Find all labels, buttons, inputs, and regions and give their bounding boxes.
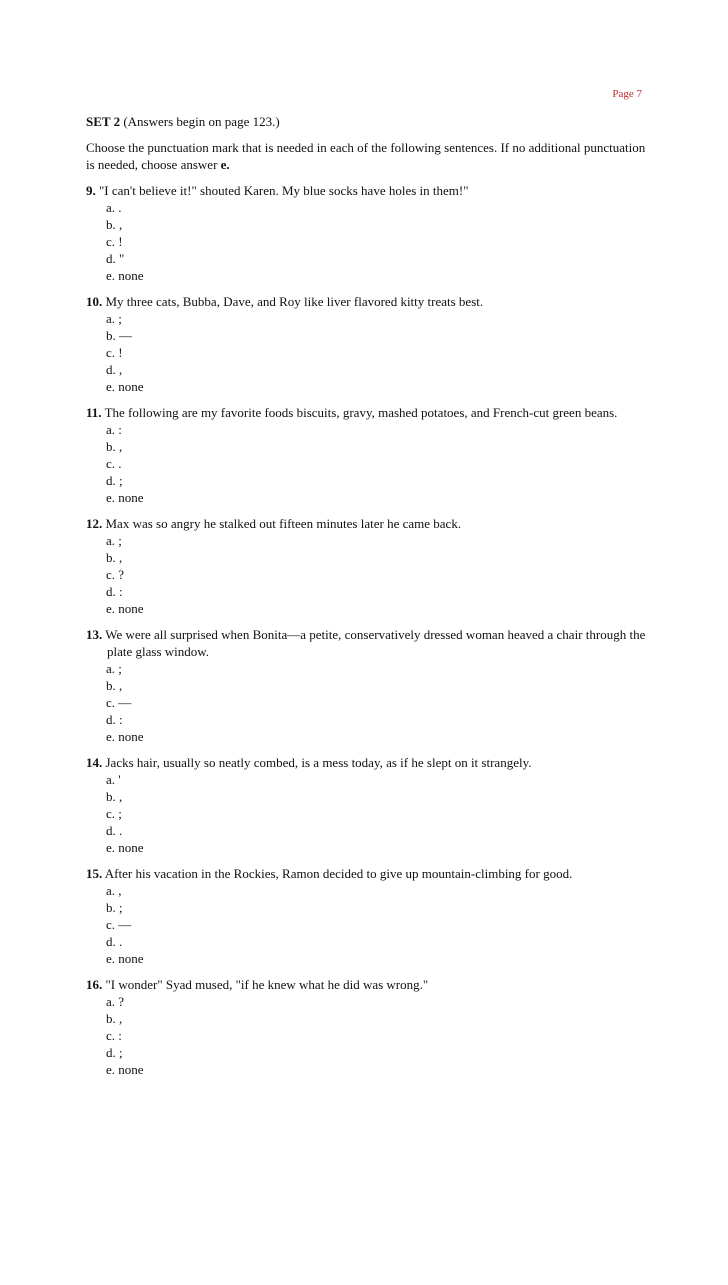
answer-option: d. , <box>106 362 123 377</box>
instructions <box>86 139 646 173</box>
answer-options <box>86 993 646 1078</box>
question-number: 10. <box>86 294 103 309</box>
answer-options <box>86 310 646 395</box>
answer-options <box>86 882 646 967</box>
answer-option: a. ' <box>106 772 121 787</box>
instructions-text: Choose the punctuation mark that is needed in each of the following sentences. If no additional punctuation is needed, choose answer <box>86 140 646 172</box>
answer-option: c. . <box>106 456 122 471</box>
answer-option: d. . <box>106 934 123 949</box>
question-13 <box>86 626 646 745</box>
answer-option: a. ; <box>106 533 122 548</box>
answer-options <box>86 660 646 745</box>
answer-option: c. ! <box>106 345 123 360</box>
answer-option: e. none <box>106 951 144 966</box>
answer-option: a. ; <box>106 311 122 326</box>
question-number: 9. <box>86 183 96 198</box>
question-text: "I wonder" Syad mused, "if he knew what he did was wrong." <box>105 977 429 992</box>
answer-option: e. none <box>106 490 144 505</box>
question-number: 14. <box>86 755 103 770</box>
question-number: 11. <box>86 405 102 420</box>
answer-option: e. none <box>106 379 144 394</box>
answer-options <box>86 421 646 506</box>
answer-option: c. — <box>106 917 132 932</box>
answer-option: b. , <box>106 217 123 232</box>
question-15 <box>86 865 646 967</box>
answer-option: b. ; <box>106 900 123 915</box>
question-number: 13. <box>86 627 103 642</box>
question-number: 15. <box>86 866 103 881</box>
question-list <box>86 182 646 1078</box>
question-text: Max was so angry he stalked out fifteen minutes later he came back. <box>105 516 462 531</box>
answer-option: d. ; <box>106 473 123 488</box>
question-stem <box>86 976 646 993</box>
question-text: After his vacation in the Rockies, Ramon decided to give up mountain-climbing for good. <box>104 866 573 881</box>
question-number: 16. <box>86 977 103 992</box>
question-10 <box>86 293 646 395</box>
question-number: 12. <box>86 516 103 531</box>
set-note: (Answers begin on page 123.) <box>123 114 280 129</box>
question-16 <box>86 976 646 1078</box>
answer-option: e. none <box>106 729 144 744</box>
set-label: SET 2 <box>86 114 121 129</box>
answer-option: c. ; <box>106 806 122 821</box>
answer-option: d. : <box>106 584 123 599</box>
answer-option: b. , <box>106 1011 123 1026</box>
answer-option: e. none <box>106 1062 144 1077</box>
answer-option: b. , <box>106 439 123 454</box>
answer-option: d. : <box>106 712 123 727</box>
question-9 <box>86 182 646 284</box>
answer-option: a. ; <box>106 661 122 676</box>
question-text: The following are my favorite foods biscuits, gravy, mashed potatoes, and French-cut green beans. <box>104 405 618 420</box>
answer-option: b. — <box>106 328 132 343</box>
question-14 <box>86 754 646 856</box>
answer-option: e. none <box>106 268 144 283</box>
answer-option: a. , <box>106 883 122 898</box>
answer-options <box>86 199 646 284</box>
question-text: We were all surprised when Bonita—a petite, conservatively dressed woman heaved a chair through the plate glass window. <box>105 627 646 659</box>
question-stem <box>86 182 646 199</box>
question-stem <box>86 865 646 882</box>
set-heading <box>86 113 646 130</box>
answer-option: d. ; <box>106 1045 123 1060</box>
answer-option: b. , <box>106 789 123 804</box>
question-stem <box>86 626 646 660</box>
answer-option: d. " <box>106 251 125 266</box>
answer-option: e. none <box>106 840 144 855</box>
answer-option: c. — <box>106 695 132 710</box>
instructions-answer-letter: e. <box>220 157 230 172</box>
answer-options <box>86 771 646 856</box>
answer-option: b. , <box>106 550 123 565</box>
question-text: "I can't believe it!" shouted Karen. My blue socks have holes in them!" <box>99 183 469 198</box>
question-12 <box>86 515 646 617</box>
question-11 <box>86 404 646 506</box>
answer-option: c. : <box>106 1028 122 1043</box>
question-stem <box>86 404 646 421</box>
question-stem <box>86 754 646 771</box>
question-text: Jacks hair, usually so neatly combed, is a mess today, as if he slept on it strangely. <box>105 755 532 770</box>
answer-option: c. ! <box>106 234 123 249</box>
question-text: My three cats, Bubba, Dave, and Roy like liver flavored kitty treats best. <box>105 294 484 309</box>
answer-option: e. none <box>106 601 144 616</box>
answer-option: c. ? <box>106 567 125 582</box>
answer-option: a. : <box>106 422 122 437</box>
answer-option: a. . <box>106 200 122 215</box>
question-stem <box>86 293 646 310</box>
answer-option: d. . <box>106 823 123 838</box>
answer-option: a. ? <box>106 994 125 1009</box>
answer-option: b. , <box>106 678 123 693</box>
page-number: Page 7 <box>612 88 642 100</box>
answer-options <box>86 532 646 617</box>
question-stem <box>86 515 646 532</box>
document-body <box>86 113 646 1087</box>
